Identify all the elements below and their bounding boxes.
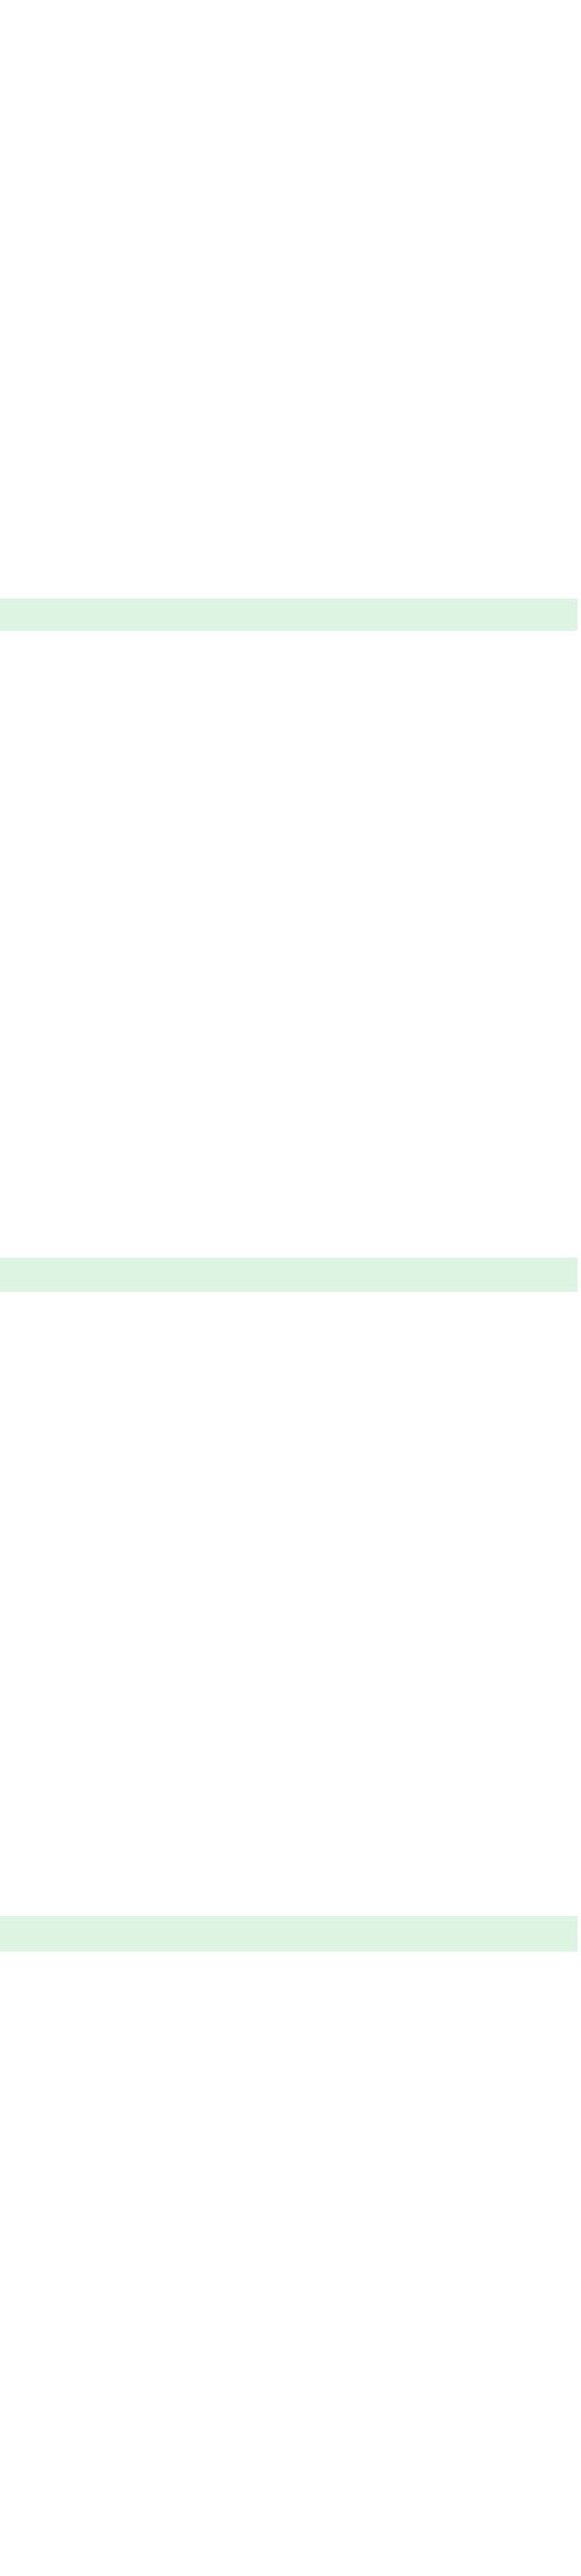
answer-box-2 [0, 1258, 578, 1292]
solution-3 [0, 1295, 574, 2576]
answer-box-3 [0, 1916, 578, 1952]
answer-box-1 [0, 598, 578, 631]
